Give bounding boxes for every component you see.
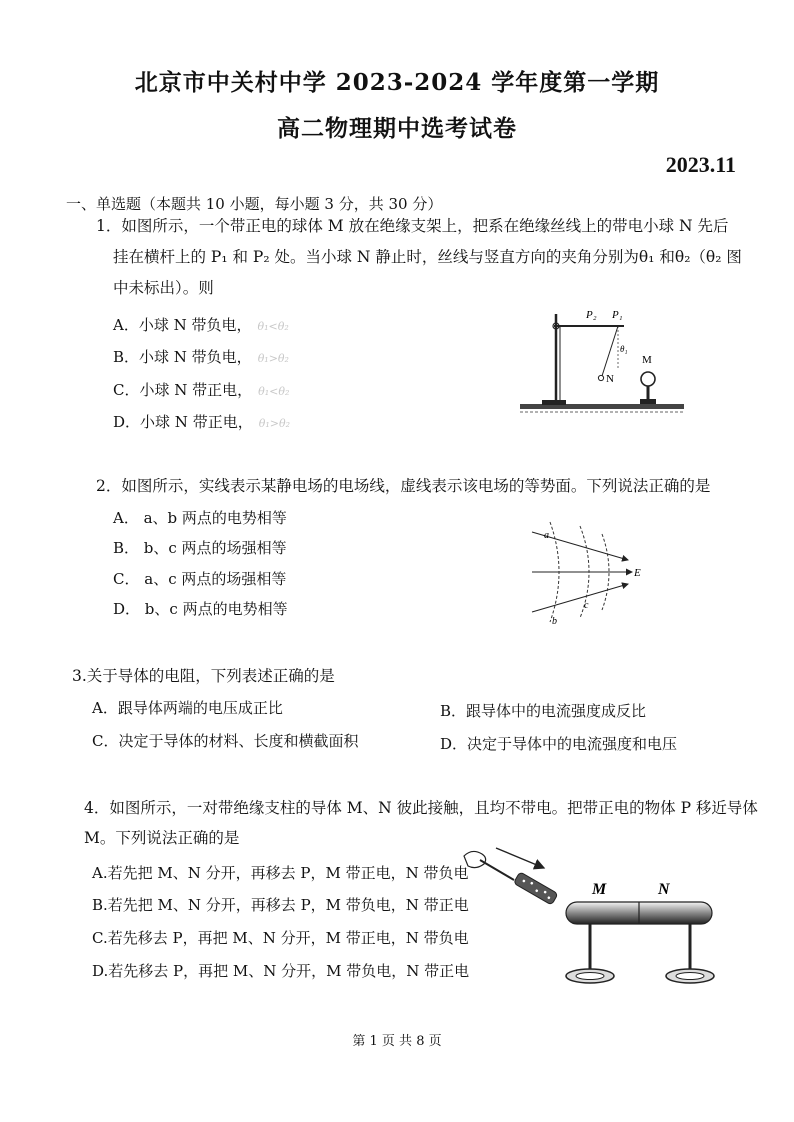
q1-option-a-faint: θ₁<θ₂ bbox=[257, 320, 289, 333]
q4-option-c[interactable]: C.若先移去 P，再把 M、N 分开，M 带正电，N 带负电 bbox=[92, 929, 469, 947]
q4-charged-rod-p bbox=[513, 872, 558, 905]
q1-option-c[interactable] bbox=[113, 379, 289, 400]
q1-fig-sphere-base bbox=[640, 399, 656, 404]
q2-field-line-bottom bbox=[532, 584, 628, 612]
exam-subtitle: 高二物理期中选考试卷 bbox=[277, 115, 517, 142]
q1-figure bbox=[516, 300, 688, 422]
q2-stem: 2．如图所示，实线表示某静电场的电场线，虚线表示该电场的等势面。下列说法正确的是 bbox=[96, 477, 711, 495]
section-heading: 一、单选题（本题共 10 小题，每小题 3 分，共 30 分） bbox=[66, 195, 443, 213]
q3-stem: 3.关于导体的电阻，下列表述正确的是 bbox=[72, 667, 335, 685]
q3-option-c[interactable]: C．决定于导体的材料、长度和横截面积 bbox=[92, 732, 359, 750]
q4-option-d[interactable]: D.若先移去 P，再把 M、N 分开，M 带负电，N 带正电 bbox=[92, 962, 470, 980]
q1-line2: 挂在横杆上的 P₁ 和 P₂ 处。当小球 N 静止时，丝线与竖直方向的夹角分别为θ₁ 和θ₂（θ₂ 图 bbox=[113, 248, 742, 266]
q1-fig-p1-label: P₁ bbox=[612, 309, 623, 321]
q1-option-c-text: C．小球 N 带正电， bbox=[113, 381, 253, 399]
q1-option-c-faint: θ₁<θ₂ bbox=[258, 385, 290, 398]
q2-point-c: c bbox=[584, 600, 589, 611]
q1-option-b-text: B．小球 N 带负电， bbox=[113, 348, 252, 366]
q2-point-a: a bbox=[544, 530, 549, 541]
q1-option-a[interactable] bbox=[113, 314, 289, 335]
q1-fig-n-label: N bbox=[606, 373, 614, 385]
exam-date: 2023.11 bbox=[665, 152, 736, 177]
q2-option-c[interactable]: C． a、c 两点的场强相等 bbox=[113, 570, 287, 588]
q4-hand bbox=[464, 851, 486, 867]
q4-base-m-inner bbox=[576, 973, 604, 980]
q4-label-n: N bbox=[658, 881, 670, 898]
q4-option-a[interactable]: A.若先把 M、N 分开，再移去 P，M 带正电，N 带负电 bbox=[92, 864, 469, 882]
q1-option-a-text: A．小球 N 带负电， bbox=[113, 316, 252, 334]
q4-figure bbox=[458, 842, 728, 992]
q1-fig-sphere-m bbox=[641, 372, 655, 386]
q4-base-n-inner bbox=[676, 973, 704, 980]
q4-rod-handle bbox=[480, 860, 514, 880]
q1-option-d-faint: θ₁>θ₂ bbox=[258, 417, 290, 430]
q1-option-b-faint: θ₁>θ₂ bbox=[257, 352, 289, 365]
q4-motion-arrow bbox=[496, 848, 544, 868]
q4-option-b[interactable]: B.若先把 M、N 分开，再移去 P，M 带负电，N 带正电 bbox=[92, 896, 469, 914]
q1-fig-p2-label: P₂ bbox=[586, 309, 597, 321]
q1-fig-theta-label: θ₁ bbox=[620, 344, 628, 354]
exam-title: 北京市中关村中学 2023-2024 学年度第一学期 bbox=[134, 69, 660, 96]
q1-line3: 中未标出）。则 bbox=[113, 279, 214, 297]
q2-option-b[interactable]: B． b、c 两点的场强相等 bbox=[113, 539, 287, 557]
q4-line1: 4．如图所示，一对带绝缘支柱的导体 M、N 彼此接触，且均不带电。把带正电的物体 P 移近导体 bbox=[84, 799, 758, 817]
q2-option-d[interactable]: D． b、c 两点的电势相等 bbox=[113, 600, 288, 618]
q2-point-b: b bbox=[552, 616, 557, 627]
q3-option-b[interactable]: B．跟导体中的电流强度成反比 bbox=[440, 702, 647, 720]
q1-line1: 1．如图所示，一个带正电的球体 M 放在绝缘支架上，把系在绝缘丝线上的带电小球 N 先后 bbox=[96, 217, 729, 235]
q1-fig-stand-base bbox=[542, 400, 566, 405]
q1-option-d-text: D．小球 N 带正电， bbox=[113, 413, 253, 431]
q1-fig-m-label: M bbox=[642, 354, 652, 366]
q1-fig-thread bbox=[602, 326, 618, 376]
q2-option-a[interactable]: A． a、b 两点的电势相等 bbox=[113, 509, 287, 527]
q1-option-d[interactable] bbox=[113, 411, 290, 432]
q4-line2: M。下列说法正确的是 bbox=[84, 829, 240, 847]
page-number: 第 1 页 共 8 页 bbox=[352, 1034, 442, 1049]
q2-figure bbox=[528, 516, 648, 628]
q2-field-label-e: E bbox=[634, 567, 641, 579]
q1-fig-ball-n bbox=[598, 375, 603, 380]
q3-option-a[interactable]: A．跟导体两端的电压成正比 bbox=[92, 699, 283, 717]
q4-label-m: M bbox=[592, 881, 607, 898]
q3-option-d[interactable]: D．决定于导体中的电流强度和电压 bbox=[440, 735, 678, 753]
q1-option-b[interactable] bbox=[113, 346, 289, 367]
